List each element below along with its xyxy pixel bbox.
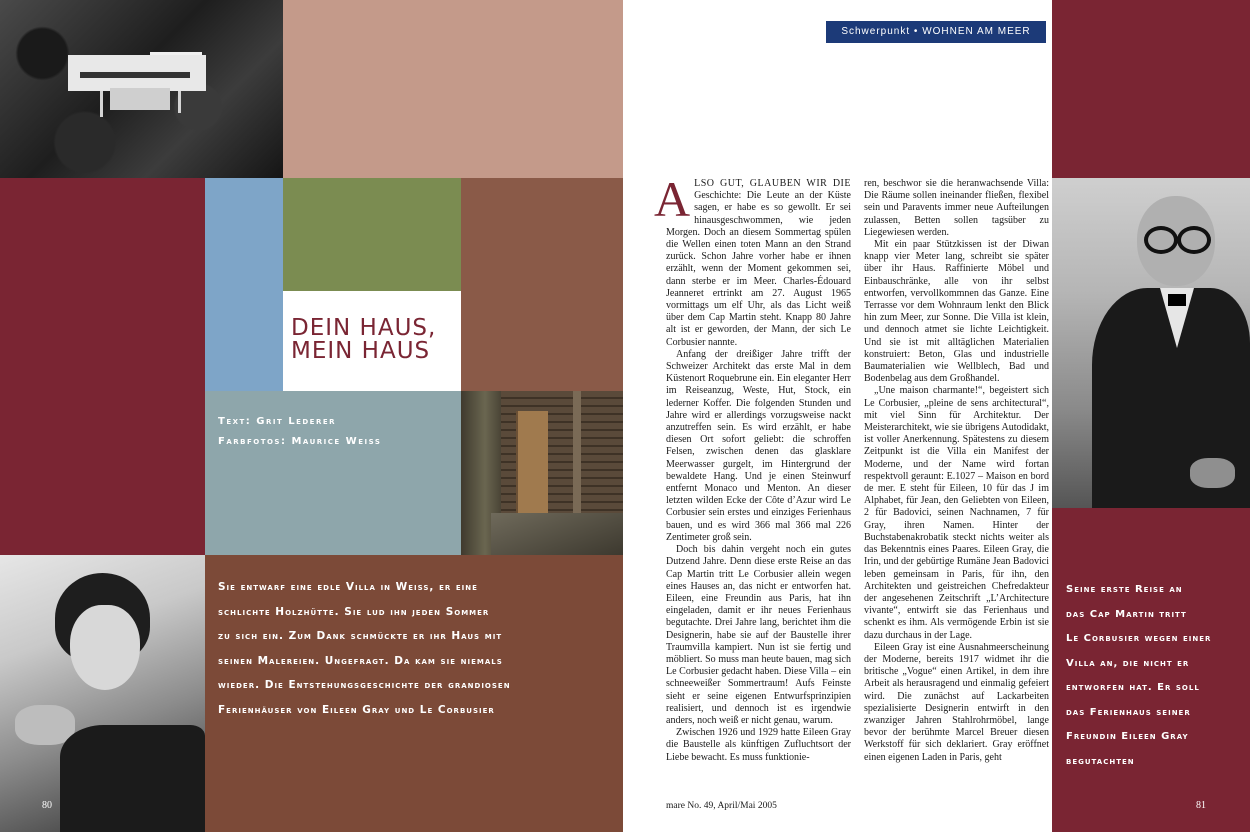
intro-line: wieder. Die Entstehungsgeschichte der grandiosen [218, 679, 511, 691]
credits [218, 412, 381, 452]
pull-quote-line: begutachten [1066, 755, 1135, 767]
maroon-color-block [0, 178, 205, 555]
article-title [291, 317, 436, 363]
cabin-photo [461, 391, 623, 555]
article-paragraph: Mit ein paar Stützkissen ist der Diwan knapp vier Meter lang, schreibt sie später über ihr Haus. Raffinierte Möbel und Einbauschränke, alle von ihr selbst entworfen, vervollkommnen das Ganze. Eine Terrasse vor dem Wohnraum lenkt den Blick hin zum Meer, zur Sonne. Die Villa ist klein, und dennoch atmet sie lichte Leichtigkeit. Und sie ist mit alltäglichen Materialien konstruiert: Beton, Glas und industrielle Baumaterialien wie Wellblech, Bad und Bodenbelag aus dem Großhandel. [864, 239, 1049, 385]
lead-in: LSO GUT, GLAUBEN WIR DIE [694, 178, 851, 189]
pull-quote-line: Villa an, die nicht er [1066, 657, 1190, 669]
article-paragraph: Eileen Gray ist eine Ausnahmeerscheinung der Moderne, bereits 1917 widmet ihr die britische „Vogue“ einen Artikel, in dem ihre Arbeit als herausragend und einmalig gefeiert wird. Die zunächst auf Lackarbeiten spezialisierte Designerin entwirft in den zwanziger Jahren Stahlrohrmöbel, lange bevor der berühmte Marcel Breuer diesen Werkstoff für sich deklariert. Gray eröffnet einen eigenen Laden in Paris, geht [864, 641, 1049, 763]
pull-quote-line: Seine erste Reise an [1066, 584, 1183, 595]
article-paragraph: Doch bis dahin vergeht noch ein gutes Dutzend Jahre. Denn diese erste Reise an das Cap Martin tritt Le Corbusier allein wegen eines Hauses an, das nicht er entworfen hat. Eileen, eine Freundin aus Paris, hat ihn eingeladen, damit er ihr neues Ferienhaus begutachte. Drei Jahre lang, berichtet ihm die Designerin, habe sie auf der Baustelle ihrer Traumvilla kampiert. Nun ist sie fertig und möbliert. So muss man heute bauen, mag sich Le Corbusier gedacht haben. Diese Villa – ein schneeweißer Sommertraum! Aufs Feinste sieht er seine eigenen Entwurfsprinzipien realisiert, und dennoch ist es irgendwie anders, noch weiß er nicht genau, warum. [666, 544, 851, 726]
title-line-2: MEIN HAUS [291, 338, 431, 364]
section-badge: Schwerpunkt • WOHNEN AM MEER [826, 21, 1046, 43]
page-number-left: 80 [42, 800, 52, 811]
intro-line: zu sich ein. Zum Dank schmückte er ihr Haus mit [218, 630, 503, 642]
salmon-color-block [283, 0, 623, 178]
article-paragraph: ren, beschwor sie die heranwachsende Villa: Die Räume sollen ineinander fließen, flexibel sein und Paravents immer neue Aufteilungen zulassen, Betten sollen tagsüber zu Liegewiesen werden. [864, 178, 1049, 238]
intro-line: Sie entwarf eine edle Villa in Weiss, er eine [218, 581, 478, 593]
villa-photo [0, 0, 283, 178]
title-line-1: DEIN HAUS, [291, 315, 437, 341]
intro-text [218, 575, 613, 722]
pull-quote-line: das Cap Martin tritt [1066, 608, 1187, 620]
article-column-2 [864, 178, 1049, 764]
drop-cap: A [654, 171, 691, 227]
blue-color-block [205, 178, 283, 393]
pull-quote-line: Le Corbusier wegen einer [1066, 633, 1212, 644]
article-paragraph: Zwischen 1926 und 1929 hatte Eileen Gray die Baustelle als künftigen Zufluchtsort der Liebe bewacht. Es muss funktionie- [666, 727, 851, 763]
le-corbusier-portrait [1052, 178, 1250, 508]
article-paragraph: Anfang der dreißiger Jahre trifft der Schweizer Architekt das erste Mal in dem Küstenort Roquebrune ein. Ein eleganter Herr im Reiseanzug, Weste, Hut, Stock, ein lederner Koffer. Die folgenden Stunden und Jahre wird er allerdings vorzugsweise nackt anzutreffen sein. Es wird erzählt, er habe diesen Ort sofort geliebt: die schroffen Felsen, zwischen denen das glasklare Meerwasser gurgelt, im Hintergrund der bewaldete Hang. Und je einen Steinwurf entfernt Monaco und Menton. An dieser letzten wilden Ecke der Côte d’Azur wird Le Corbusier sein erstes und einziges Ferienhaus bauen, und es wird 366 mal 366 mal 226 Zentimeter groß sein. [666, 348, 851, 543]
eileen-gray-portrait [0, 555, 205, 832]
maroon-color-block-top [1052, 0, 1250, 178]
credit-photographer: Farbfotos: Maurice Weiss [218, 436, 382, 447]
credit-text-author: Text: Grit Lederer [218, 416, 337, 427]
intro-line: Ferienhäuser von Eileen Gray und Le Corbusier [218, 703, 495, 716]
title-box [283, 291, 461, 391]
intro-line: seinen Malereien. Ungefragt. Da kam sie niemals [218, 654, 503, 667]
article-column-1 [654, 171, 851, 764]
article-paragraph [654, 171, 851, 349]
article-text: Geschichte: Die Leute an der Küste sagen, er habe es so gewollt. Er sei hinausgeschwommen, wie jeden Morgen. Doch an diesem Sommertag spülen die Wellen einen toten Mann an den Strand zurück. Schon Jahre vorher habe er ihnen erzählt, wenn der Moment gekommen sei, dann sterbe er im Meer. Charles-Édouard Jeanneret ertrinkt am 27. August 1965 vormittags um elf Uhr, als das Licht weiß über dem Cap Martin steht. Knapp 80 Jahre alt ist er geworden, der Mann, der sich Le Corbusier nannte. [666, 190, 851, 348]
pull-quote-line: das Ferienhaus seiner [1066, 706, 1191, 718]
pull-quote [1066, 578, 1241, 774]
pull-quote-line: Freundin Eileen Gray [1066, 731, 1189, 742]
brown-color-block [461, 178, 623, 391]
green-color-block [283, 178, 461, 291]
page-number-right: 81 [1196, 800, 1206, 811]
pull-quote-line: entworfen hat. Er soll [1066, 682, 1200, 693]
magazine-footer: mare No. 49, April/Mai 2005 [666, 801, 777, 811]
article-paragraph: „Une maison charmante!“, begeistert sich Le Corbusier, „pleine de sens architectural“, mit viel Sinn für Architektur. Der Meisterarchitekt, wie sie übrigens Autodidakt, ist voller Anerkennung. Spätestens zu diesem Zeitpunkt ist die Villa ein Manifest der Moderne, und der Name wird fortan respektvoll geraunt: E.1027 – Maison en bord de mer. E steht für Eileen, 10 für das J im Alphabet, für Jean, den Geliebten von Eileen, 2 für Badovici, seinen Nachnamen, 7 für Gray, ihren Namen. Hinter der Buchstabenakrobatik steckt nichts weiter als das Bekenntnis eines Paares. Eileen Gray, die Irin, und der gebürtige Rumäne Jean Badovici leben gemeinsam in Paris, für ihn, den Architekten und geistreichen Chefredakteur der angesehenen Zeitschrift „L’Architecture vivante“, entwirft sie das Ferienhaus und schenkt es ihm. Als vermögende Erbin ist sie dazu durchaus in der Lage. [864, 385, 1049, 641]
intro-line: schlichte Holzhütte. Sie lud ihn jeden Sommer [218, 605, 490, 618]
